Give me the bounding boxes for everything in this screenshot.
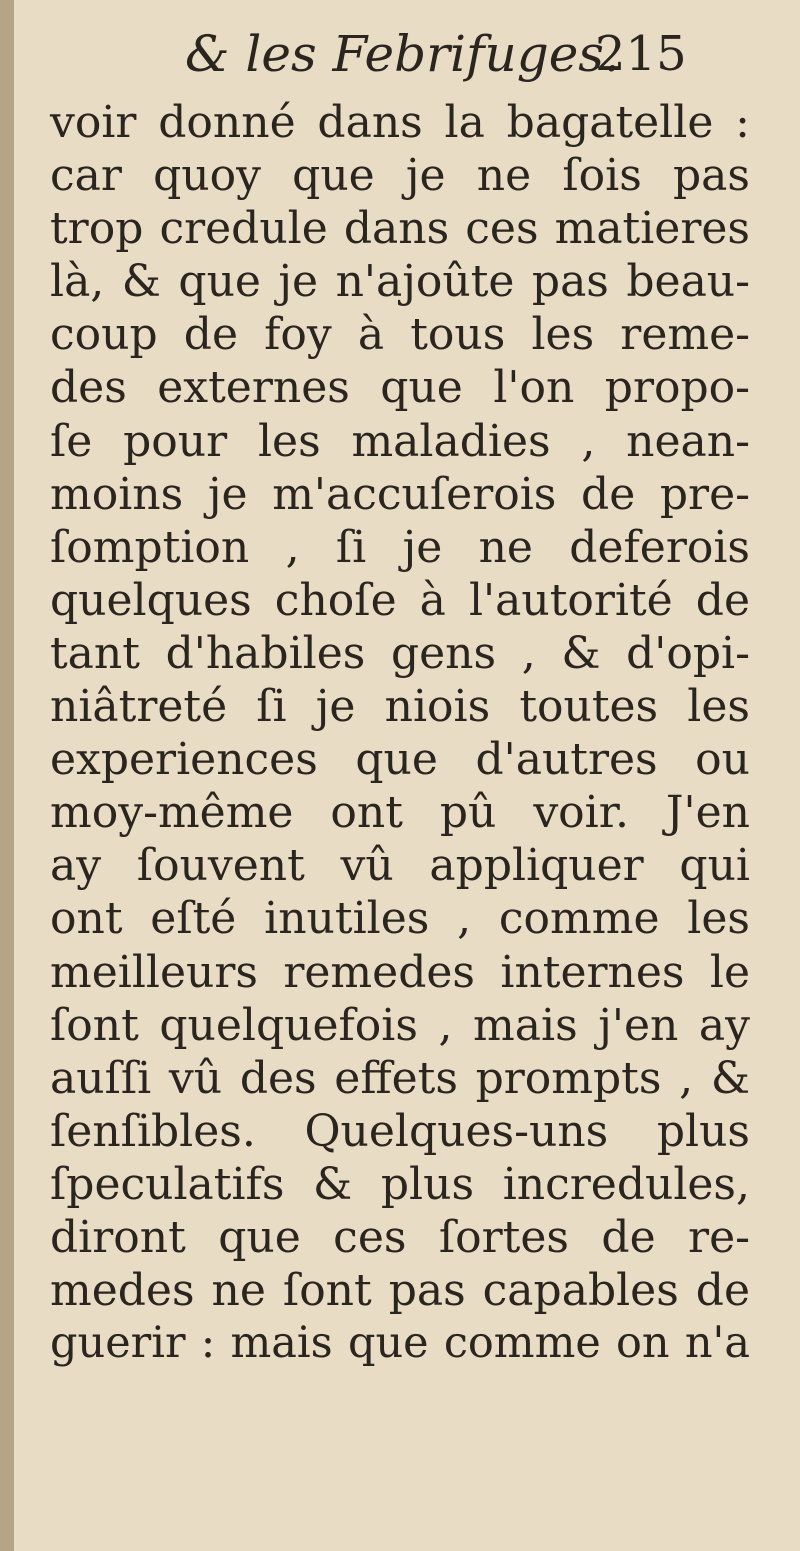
- body-text: [50, 96, 750, 1370]
- text-line: ay ſouvent vû appliquer qui: [50, 840, 750, 892]
- page-number: 215: [595, 26, 687, 82]
- text-line: auſſi vû des effets prompts , &: [50, 1052, 750, 1104]
- text-line: ont eſté inutiles , comme les: [50, 893, 750, 945]
- text-line: trop credule dans ces matieres: [50, 203, 750, 255]
- page-header: [0, 16, 800, 92]
- text-line: tant d'habiles gens , & d'opi-: [50, 627, 750, 679]
- text-line: ſomption , ſi je ne deferois: [50, 521, 750, 573]
- text-line: medes ne ſont pas capables de: [50, 1265, 750, 1317]
- text-line: moy-même ont pû voir. J'en: [50, 787, 750, 839]
- text-line: experiences que d'autres ou: [50, 734, 750, 786]
- text-line: ſont quelquefois , mais j'en ay: [50, 999, 750, 1051]
- text-line: là, & que je n'ajoûte pas beau-: [50, 256, 750, 308]
- text-line: ſe pour les maladies , nean-: [50, 415, 750, 467]
- text-line: niâtreté ſi je niois toutes les: [50, 681, 750, 733]
- text-line: ſenſibles. Quelques-uns plus: [50, 1105, 750, 1157]
- text-line: quelques choſe à l'autorité de: [50, 574, 750, 626]
- text-line: meilleurs remedes internes le: [50, 946, 750, 998]
- text-line: voir donné dans la bagatelle :: [50, 97, 750, 148]
- running-head: & les Febrifuges.: [185, 25, 620, 83]
- text-line: diront que ces ſortes de re-: [50, 1211, 750, 1263]
- text-line: ſpeculatifs & plus incredules,: [50, 1158, 750, 1210]
- page-gutter-edge: [0, 0, 14, 1551]
- text-line: moins je m'accuſerois de pre-: [50, 468, 750, 520]
- text-line: coup de foy à tous les reme-: [50, 309, 750, 361]
- text-line: car quoy que je ne ſois pas: [50, 150, 750, 202]
- text-line: guerir : mais que comme on n'a: [50, 1318, 750, 1369]
- text-line: des externes que l'on propo-: [50, 362, 750, 414]
